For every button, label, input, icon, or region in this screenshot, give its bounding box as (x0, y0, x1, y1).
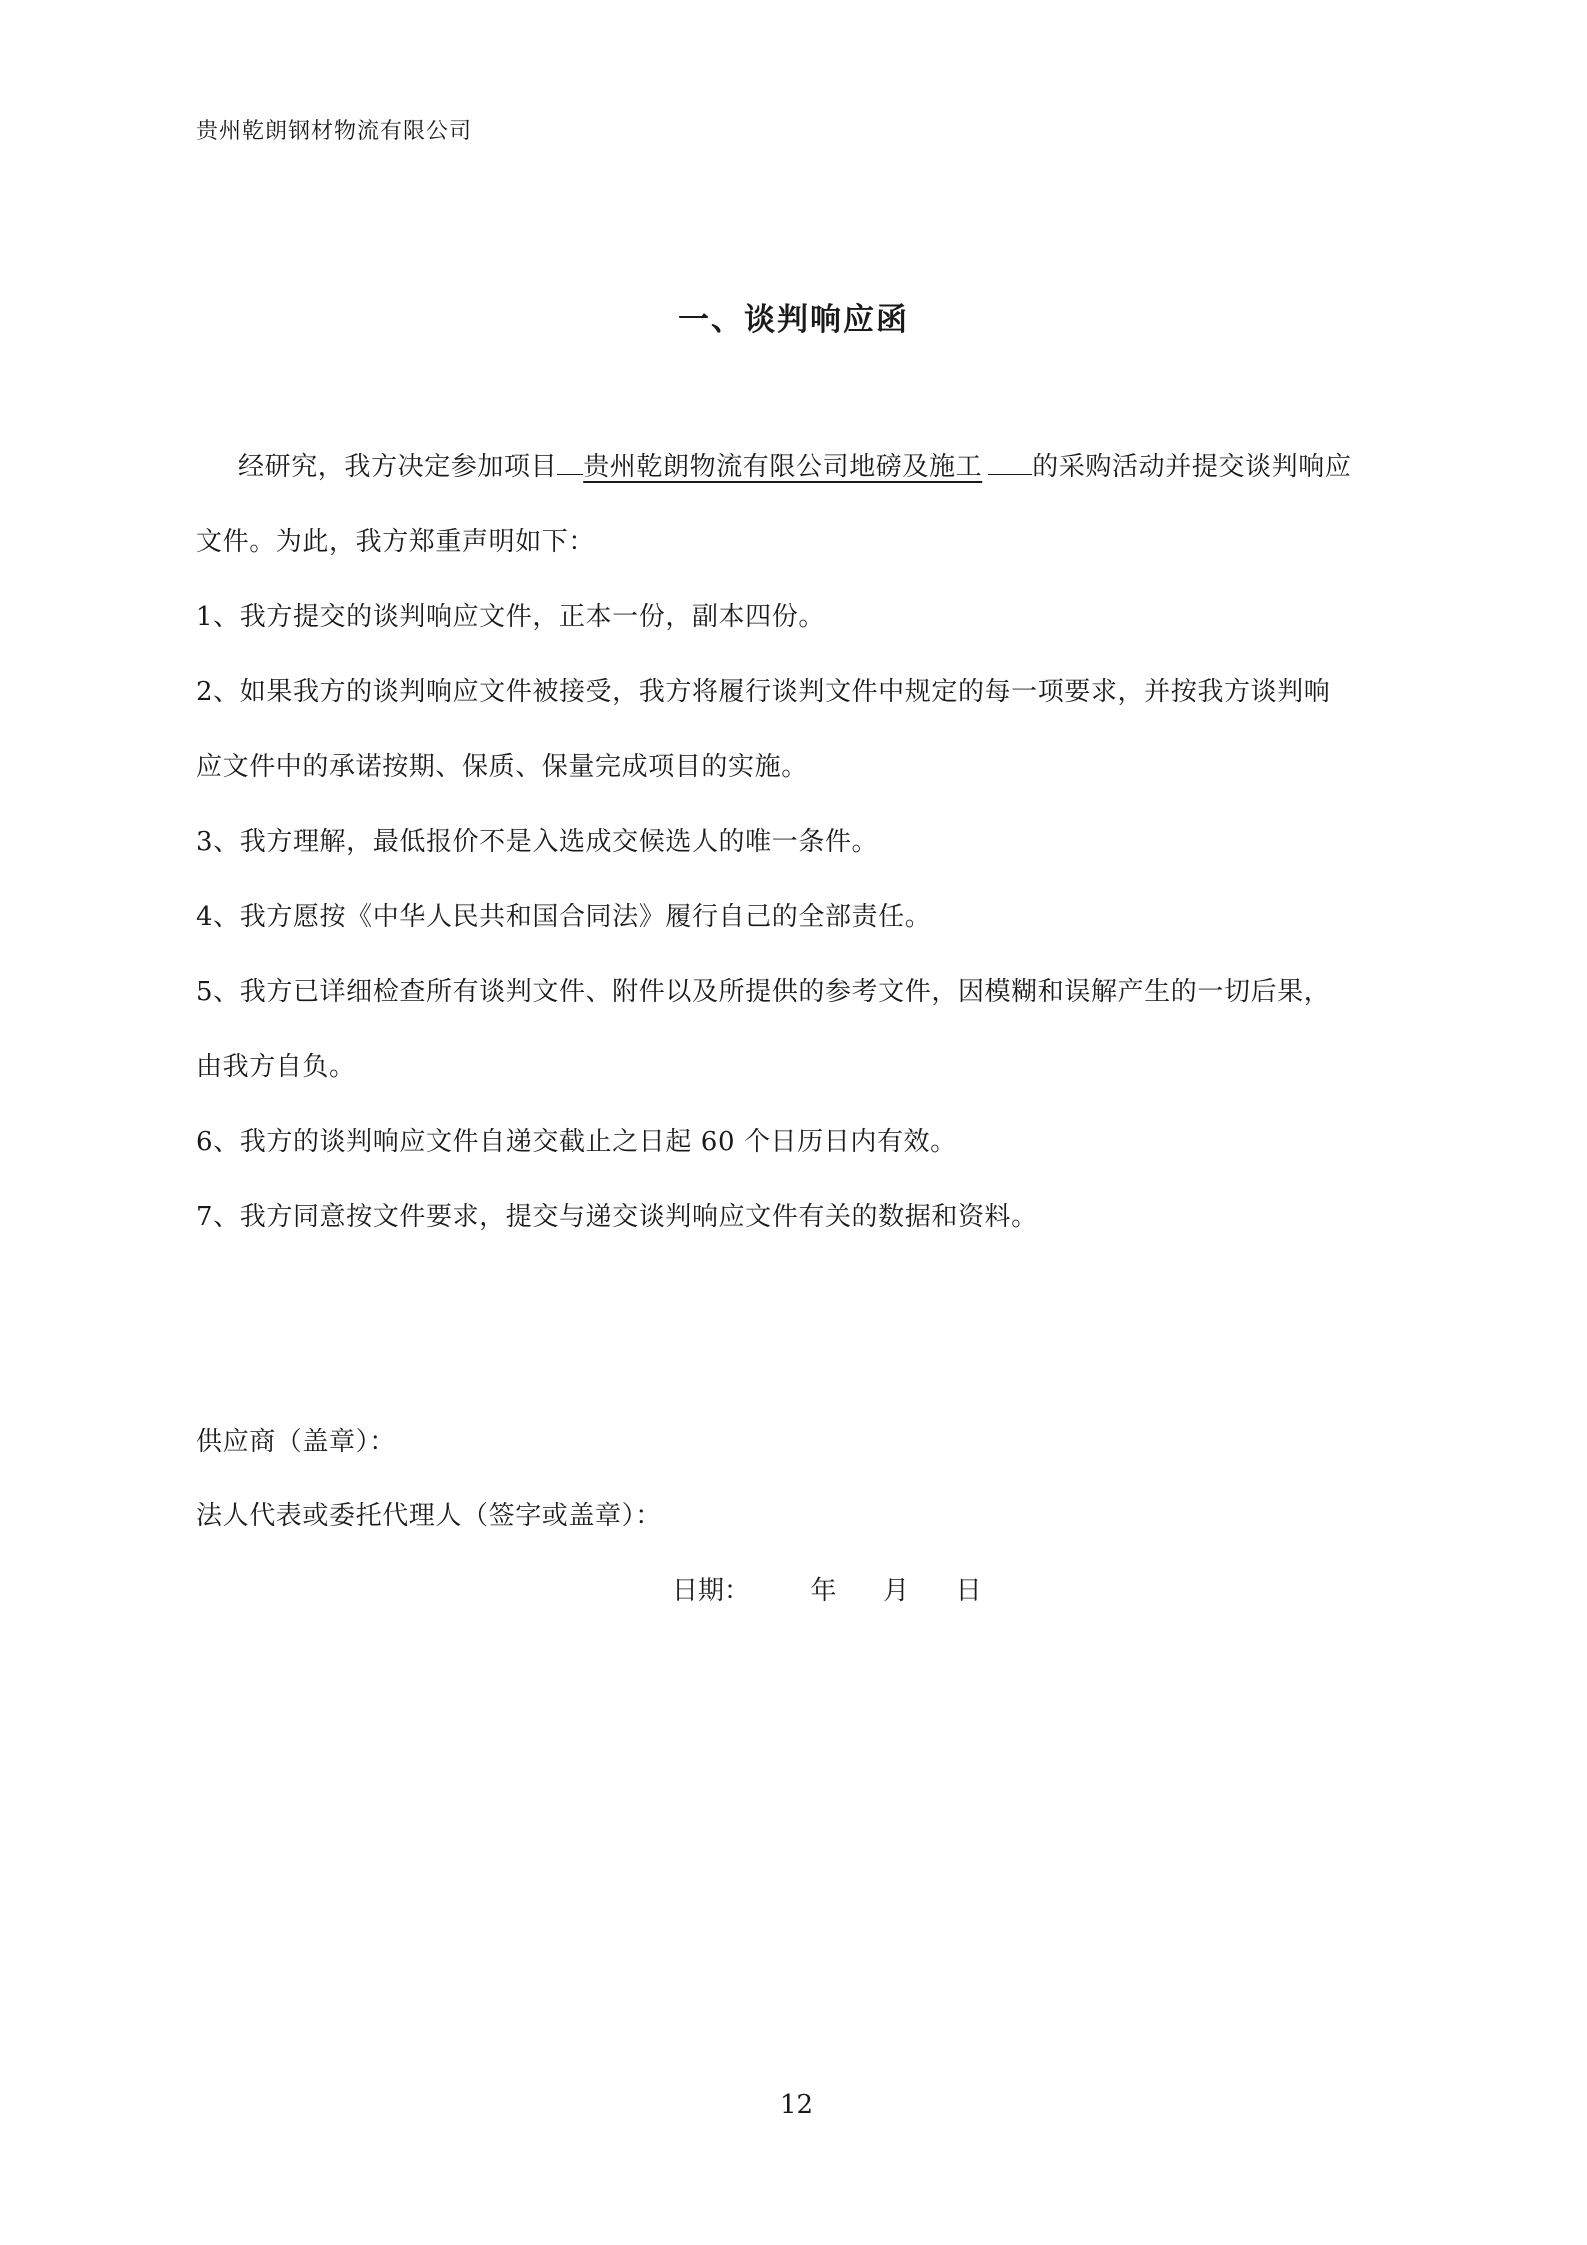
page-number: 12 (780, 2090, 814, 2120)
statement-5-cont: 由我方自负。 (196, 1052, 356, 1082)
statement-3: 3、我方理解，最低报价不是入选成交候选人的唯一条件。 (196, 827, 879, 857)
date-label: 日期： (672, 1576, 751, 1606)
project-underline-tail (988, 450, 1032, 475)
page-title: 一、谈判响应函 (678, 302, 909, 338)
intro-line-2: 文件。为此，我方郑重声明如下： (196, 527, 596, 557)
supplier-seal-label: 供应商（盖章）： (196, 1427, 396, 1457)
statement-1: 1、我方提交的谈判响应文件，正本一份，副本四份。 (196, 602, 825, 632)
company-header: 贵州乾朗钢材物流有限公司 (196, 119, 473, 144)
date-year: 年 (810, 1576, 837, 1606)
project-name: 贵州乾朗物流有限公司地磅及施工 (583, 452, 983, 482)
statement-5: 5、我方已详细检查所有谈判文件、附件以及所提供的参考文件，因模糊和误解产生的一切后果， (196, 977, 1331, 1007)
intro-prefix: 经研究，我方决定参加项目 (238, 452, 558, 482)
intro-suffix: 的采购活动并提交谈判响应 (1032, 452, 1352, 482)
statement-4: 4、我方愿按《中华人民共和国合同法》履行自己的全部责任。 (196, 902, 932, 932)
date-day: 日 (955, 1576, 982, 1606)
intro-line-1 (238, 446, 1351, 483)
date-month: 月 (883, 1576, 910, 1606)
date-line (672, 1570, 982, 1607)
statement-2-cont: 应文件中的承诺按期、保质、保量完成项目的实施。 (196, 752, 808, 782)
project-underline-lead (557, 450, 583, 475)
statement-2: 2、如果我方的谈判响应文件被接受，我方将履行谈判文件中规定的每一项要求，并按我方谈判响 (196, 677, 1331, 707)
representative-signature-label: 法人代表或委托代理人（签字或盖章）： (196, 1501, 662, 1531)
statement-6: 6、我方的谈判响应文件自递交截止之日起 60 个日历日内有效。 (196, 1127, 957, 1157)
statement-7: 7、我方同意按文件要求，提交与递交谈判响应文件有关的数据和资料。 (196, 1202, 1038, 1232)
